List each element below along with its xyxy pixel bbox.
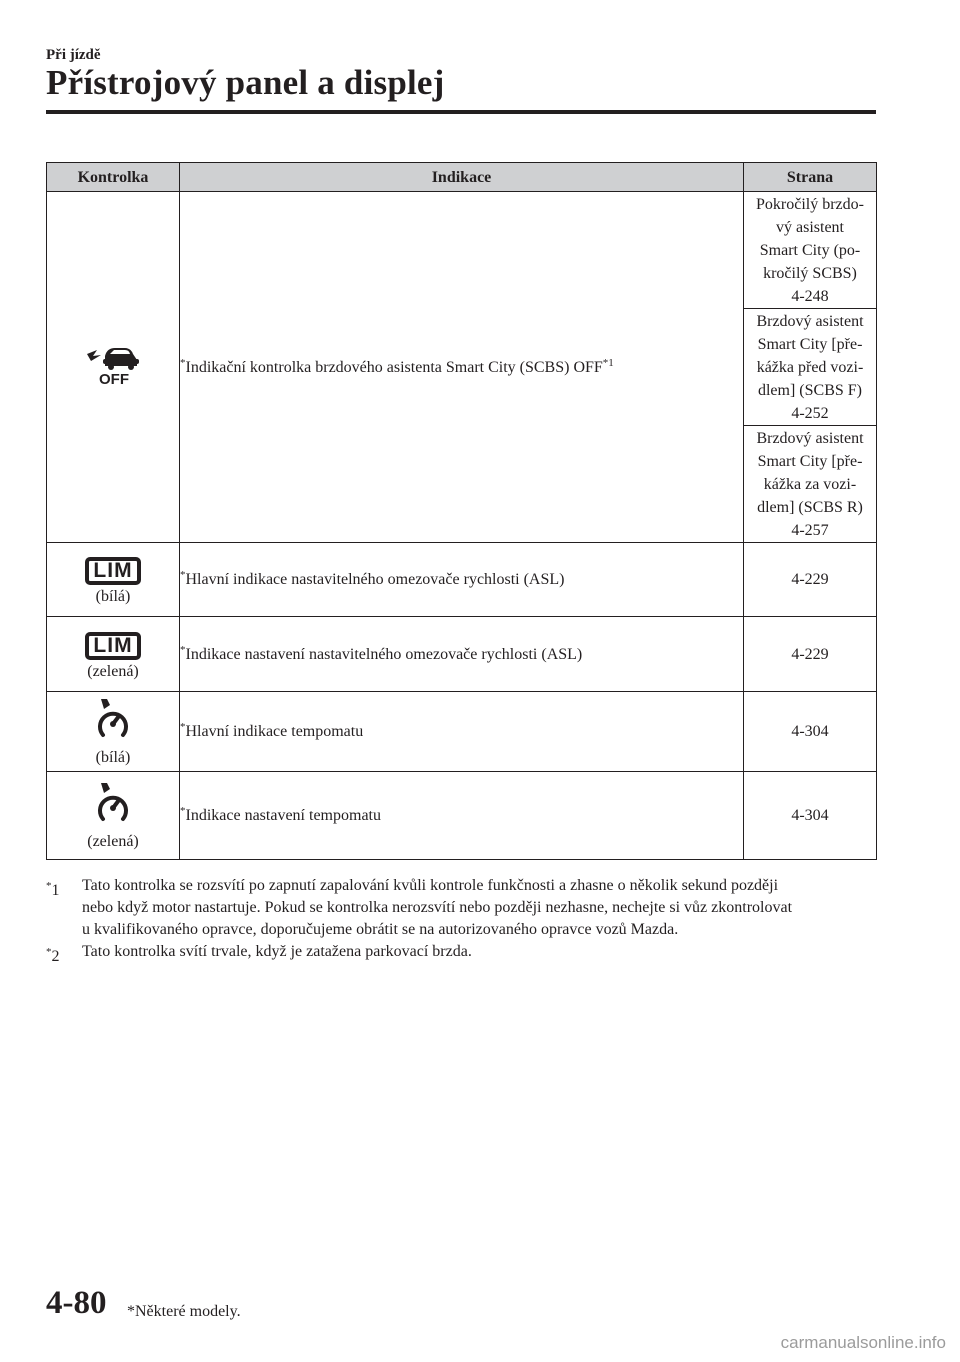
section-label: Při jízdě bbox=[46, 47, 101, 63]
description-cell bbox=[180, 617, 744, 692]
page-ref-text: dlem] (SCBS R) bbox=[757, 498, 863, 516]
warning-lamp-table bbox=[46, 162, 877, 860]
page-number-ref: 4-229 bbox=[744, 617, 877, 692]
page-ref-text: kážka za vozi- bbox=[763, 475, 857, 493]
scbs-description-cell bbox=[180, 192, 744, 543]
page-ref-text: Smart City (po- bbox=[759, 241, 861, 259]
footer-note: *Některé modely. bbox=[127, 1303, 241, 1320]
cruise-icon-cell bbox=[47, 692, 180, 772]
cruise-control-icon bbox=[96, 781, 130, 823]
title-rule bbox=[46, 110, 876, 114]
page-number-ref: 4-304 bbox=[744, 772, 877, 860]
footnote-number: 2 bbox=[51, 948, 60, 965]
column-header-indikace: Indikace bbox=[180, 163, 744, 192]
page-ref-text: Smart City [pře- bbox=[757, 452, 863, 470]
table-row bbox=[47, 543, 877, 617]
asterisk-mark: * bbox=[46, 880, 52, 892]
table-header-row bbox=[47, 163, 877, 192]
asterisk-mark: * bbox=[180, 805, 186, 817]
table-row bbox=[47, 617, 877, 692]
footnote-line: nebo když motor nastartuje. Pokud se kontrolka nerozsvítí nebo později nezhasne, nechejte si vůz zkontrolovat bbox=[82, 899, 793, 916]
scbs-off-icon bbox=[83, 342, 143, 386]
page-number: 4-80 bbox=[46, 1285, 107, 1321]
page-number-ref: 4-252 bbox=[791, 404, 829, 422]
column-header-strana: Strana bbox=[744, 163, 877, 192]
page-number-ref: 4-248 bbox=[791, 287, 829, 305]
lim-icon: LIM bbox=[85, 632, 141, 660]
table-row bbox=[47, 692, 877, 772]
page-ref-text: Brzdový asistent bbox=[756, 429, 864, 447]
footnote-2 bbox=[46, 941, 886, 968]
description-cell bbox=[180, 692, 744, 772]
page-number-ref: 4-304 bbox=[744, 692, 877, 772]
asterisk-mark: * bbox=[180, 643, 186, 656]
page-title: Přístrojový panel a displej bbox=[46, 63, 445, 102]
page-ref-cell bbox=[744, 426, 877, 543]
description-text: Hlavní indikace tempomatu bbox=[185, 723, 364, 740]
footnote-line: Tato kontrolka svítí trvale, když je zatažena parkovací brzda. bbox=[82, 943, 472, 960]
scbs-description: Indikační kontrolka brzdového asistenta Smart City (SCBS) OFF bbox=[185, 358, 603, 376]
asterisk-mark: * bbox=[180, 356, 186, 369]
lim-icon: LIM bbox=[85, 557, 141, 585]
asterisk-mark: * bbox=[180, 569, 186, 581]
cruise-control-icon bbox=[96, 697, 130, 739]
footnote-ref: *1 bbox=[602, 356, 614, 369]
description-cell bbox=[180, 772, 744, 860]
footnotes bbox=[46, 875, 886, 968]
icon-color-caption: (bílá) bbox=[95, 588, 131, 605]
page-ref-cell bbox=[744, 309, 877, 426]
footnote-number: 1 bbox=[51, 882, 60, 899]
footnote-line: u kvalifikovaného opravce, doporučujeme obrátit se na autorizovaného opravce vozů Mazda. bbox=[82, 921, 679, 938]
page-ref-text: vý asistent bbox=[776, 218, 844, 236]
footnote-1 bbox=[46, 875, 886, 941]
footnote-line: Tato kontrolka se rozsvítí po zapnutí zapalování kvůli kontrole funkčnosti a zhasne o několik sekund později bbox=[82, 877, 779, 894]
lim-icon-cell bbox=[47, 617, 180, 692]
page-number-ref: 4-229 bbox=[744, 543, 877, 617]
page-number-ref: 4-257 bbox=[791, 521, 829, 539]
page-ref-text: Pokročilý brzdo- bbox=[756, 195, 864, 213]
scbs-icon-off-label: OFF bbox=[99, 370, 129, 386]
icon-color-caption: (zelená) bbox=[87, 662, 139, 680]
table-row bbox=[47, 772, 877, 860]
table-row bbox=[47, 192, 877, 309]
description-text: Hlavní indikace nastavitelného omezovače rychlosti (ASL) bbox=[185, 571, 565, 588]
description-cell bbox=[180, 543, 744, 617]
icon-color-caption: (bílá) bbox=[95, 749, 131, 766]
page-ref-text: kážka před vozi- bbox=[756, 358, 864, 376]
description-text: Indikace nastavení tempomatu bbox=[185, 807, 381, 824]
page-ref-text: dlem] (SCBS F) bbox=[757, 381, 862, 399]
page-ref-cell bbox=[744, 192, 877, 309]
page-ref-text: kročilý SCBS) bbox=[763, 264, 857, 282]
icon-color-caption: (zelená) bbox=[87, 833, 139, 850]
column-header-kontrolka: Kontrolka bbox=[47, 163, 180, 192]
lim-icon-cell bbox=[47, 543, 180, 617]
description-text: Indikace nastavení nastavitelného omezovače rychlosti (ASL) bbox=[185, 645, 583, 663]
page-ref-text: Brzdový asistent bbox=[756, 312, 864, 330]
scbs-icon-cell bbox=[47, 192, 180, 543]
asterisk-mark: * bbox=[46, 946, 52, 958]
asterisk-mark: * bbox=[180, 721, 186, 733]
cruise-icon-cell bbox=[47, 772, 180, 860]
page-ref-text: Smart City [pře- bbox=[757, 335, 863, 353]
watermark: carmanualsonline.info bbox=[780, 1333, 946, 1352]
